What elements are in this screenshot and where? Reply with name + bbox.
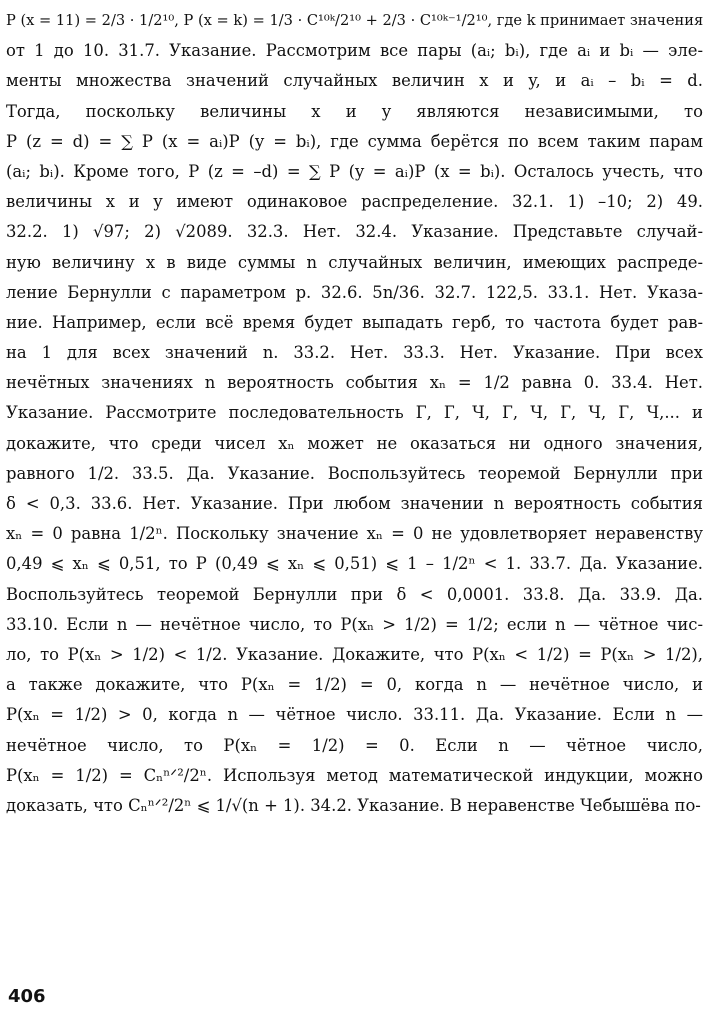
- text-line: δ < 0,3. 33.6. Нет. Указание. При любом значении n вероятность события: [6, 494, 703, 513]
- text-line: P (z = d) = ∑ P (x = aᵢ)P (y = bᵢ), где сумма берётся по всем таким парам: [6, 131, 703, 151]
- text-line: P(xₙ = 1/2) > 0, когда n — чётное число. 33.11. Да. Указание. Если n —: [6, 705, 703, 725]
- text-line: 0,49 ⩽ xₙ ⩽ 0,51, то P (0,49 ⩽ xₙ ⩽ 0,51) ⩽ 1 – 1/2ⁿ < 1. 33.7. Да. Указание.: [6, 554, 703, 574]
- text-line: Тогда, поскольку величины x и y являются независимыми, то: [6, 101, 703, 121]
- text-line: а также докажите, что P(xₙ = 1/2) = 0, когда n — нечётное число, и: [6, 675, 703, 695]
- text-line: ление Бернулли с параметром p. 32.6. 5n/36. 32.7. 122,5. 33.1. Нет. Указа-: [6, 282, 703, 302]
- text-line: ло, то P(xₙ > 1/2) < 1/2. Указание. Докажите, что P(xₙ < 1/2) = P(xₙ > 1/2),: [6, 644, 703, 664]
- text-line: xₙ = 0 равна 1/2ⁿ. Поскольку значение xₙ = 0 не удовлетворяет неравенству: [6, 524, 703, 544]
- text-line: 33.10. Если n — нечётное число, то P(xₙ > 1/2) = 1/2; если n — чётное чис-: [6, 614, 703, 634]
- page-number: 406: [8, 986, 46, 1007]
- text-line: ную величину x в виде суммы n случайных величин, имеющих распреде-: [6, 252, 703, 272]
- text-line: равного 1/2. 33.5. Да. Указание. Воспользуйтесь теоремой Бернулли при: [6, 463, 703, 483]
- text-line: (aᵢ; bᵢ). Кроме того, P (z = –d) = ∑ P (y = aᵢ)P (x = bᵢ). Осталось учесть, что: [6, 161, 703, 181]
- answers-text: [6, 6, 703, 821]
- text-line: 32.2. 1) √97; 2) √2089. 32.3. Нет. 32.4. Указание. Представьте случай-: [6, 222, 703, 242]
- text-line: докажите, что среди чисел xₙ может не оказаться ни одного значения,: [6, 433, 703, 453]
- text-line: P (x = 11) = 2/3 · 1/2¹⁰, P (x = k) = 1/3 · C¹⁰ᵏ/2¹⁰ + 2/3 · C¹⁰ᵏ⁻¹/2¹⁰, где k принимает значения: [6, 12, 703, 29]
- text-line: нечётных значениях n вероятность события xₙ = 1/2 равна 0. 33.4. Нет.: [6, 373, 703, 393]
- text-line: P(xₙ = 1/2) = Cₙⁿᐟ²/2ⁿ. Используя метод математической индукции, можно: [6, 765, 703, 785]
- text-line: величины x и y имеют одинаковое распределение. 32.1. 1) –10; 2) 49.: [6, 192, 703, 212]
- text-line: Указание. Рассмотрите последовательность Г, Г, Ч, Г, Ч, Г, Ч, Г, Ч,... и: [6, 403, 703, 423]
- text-line: на 1 для всех значений n. 33.2. Нет. 33.3. Нет. Указание. При всех: [6, 343, 703, 363]
- text-line: Воспользуйтесь теоремой Бернулли при δ < 0,0001. 33.8. Да. 33.9. Да.: [6, 584, 703, 604]
- text-line: от 1 до 10. 31.7. Указание. Рассмотрим все пары (aᵢ; bᵢ), где aᵢ и bᵢ — эле-: [6, 41, 703, 61]
- text-line: доказать, что Cₙⁿᐟ²/2ⁿ ⩽ 1/√(n + 1). 34.2. Указание. В неравенстве Чебышёва по-: [6, 795, 701, 815]
- text-line: ние. Например, если всё время будет выпадать герб, то частота будет рав-: [6, 312, 703, 332]
- text-line: менты множества значений случайных величин x и y, и aᵢ – bᵢ = d.: [6, 71, 703, 91]
- text-line: нечётное число, то P(xₙ = 1/2) = 0. Если n — чётное число,: [6, 735, 703, 755]
